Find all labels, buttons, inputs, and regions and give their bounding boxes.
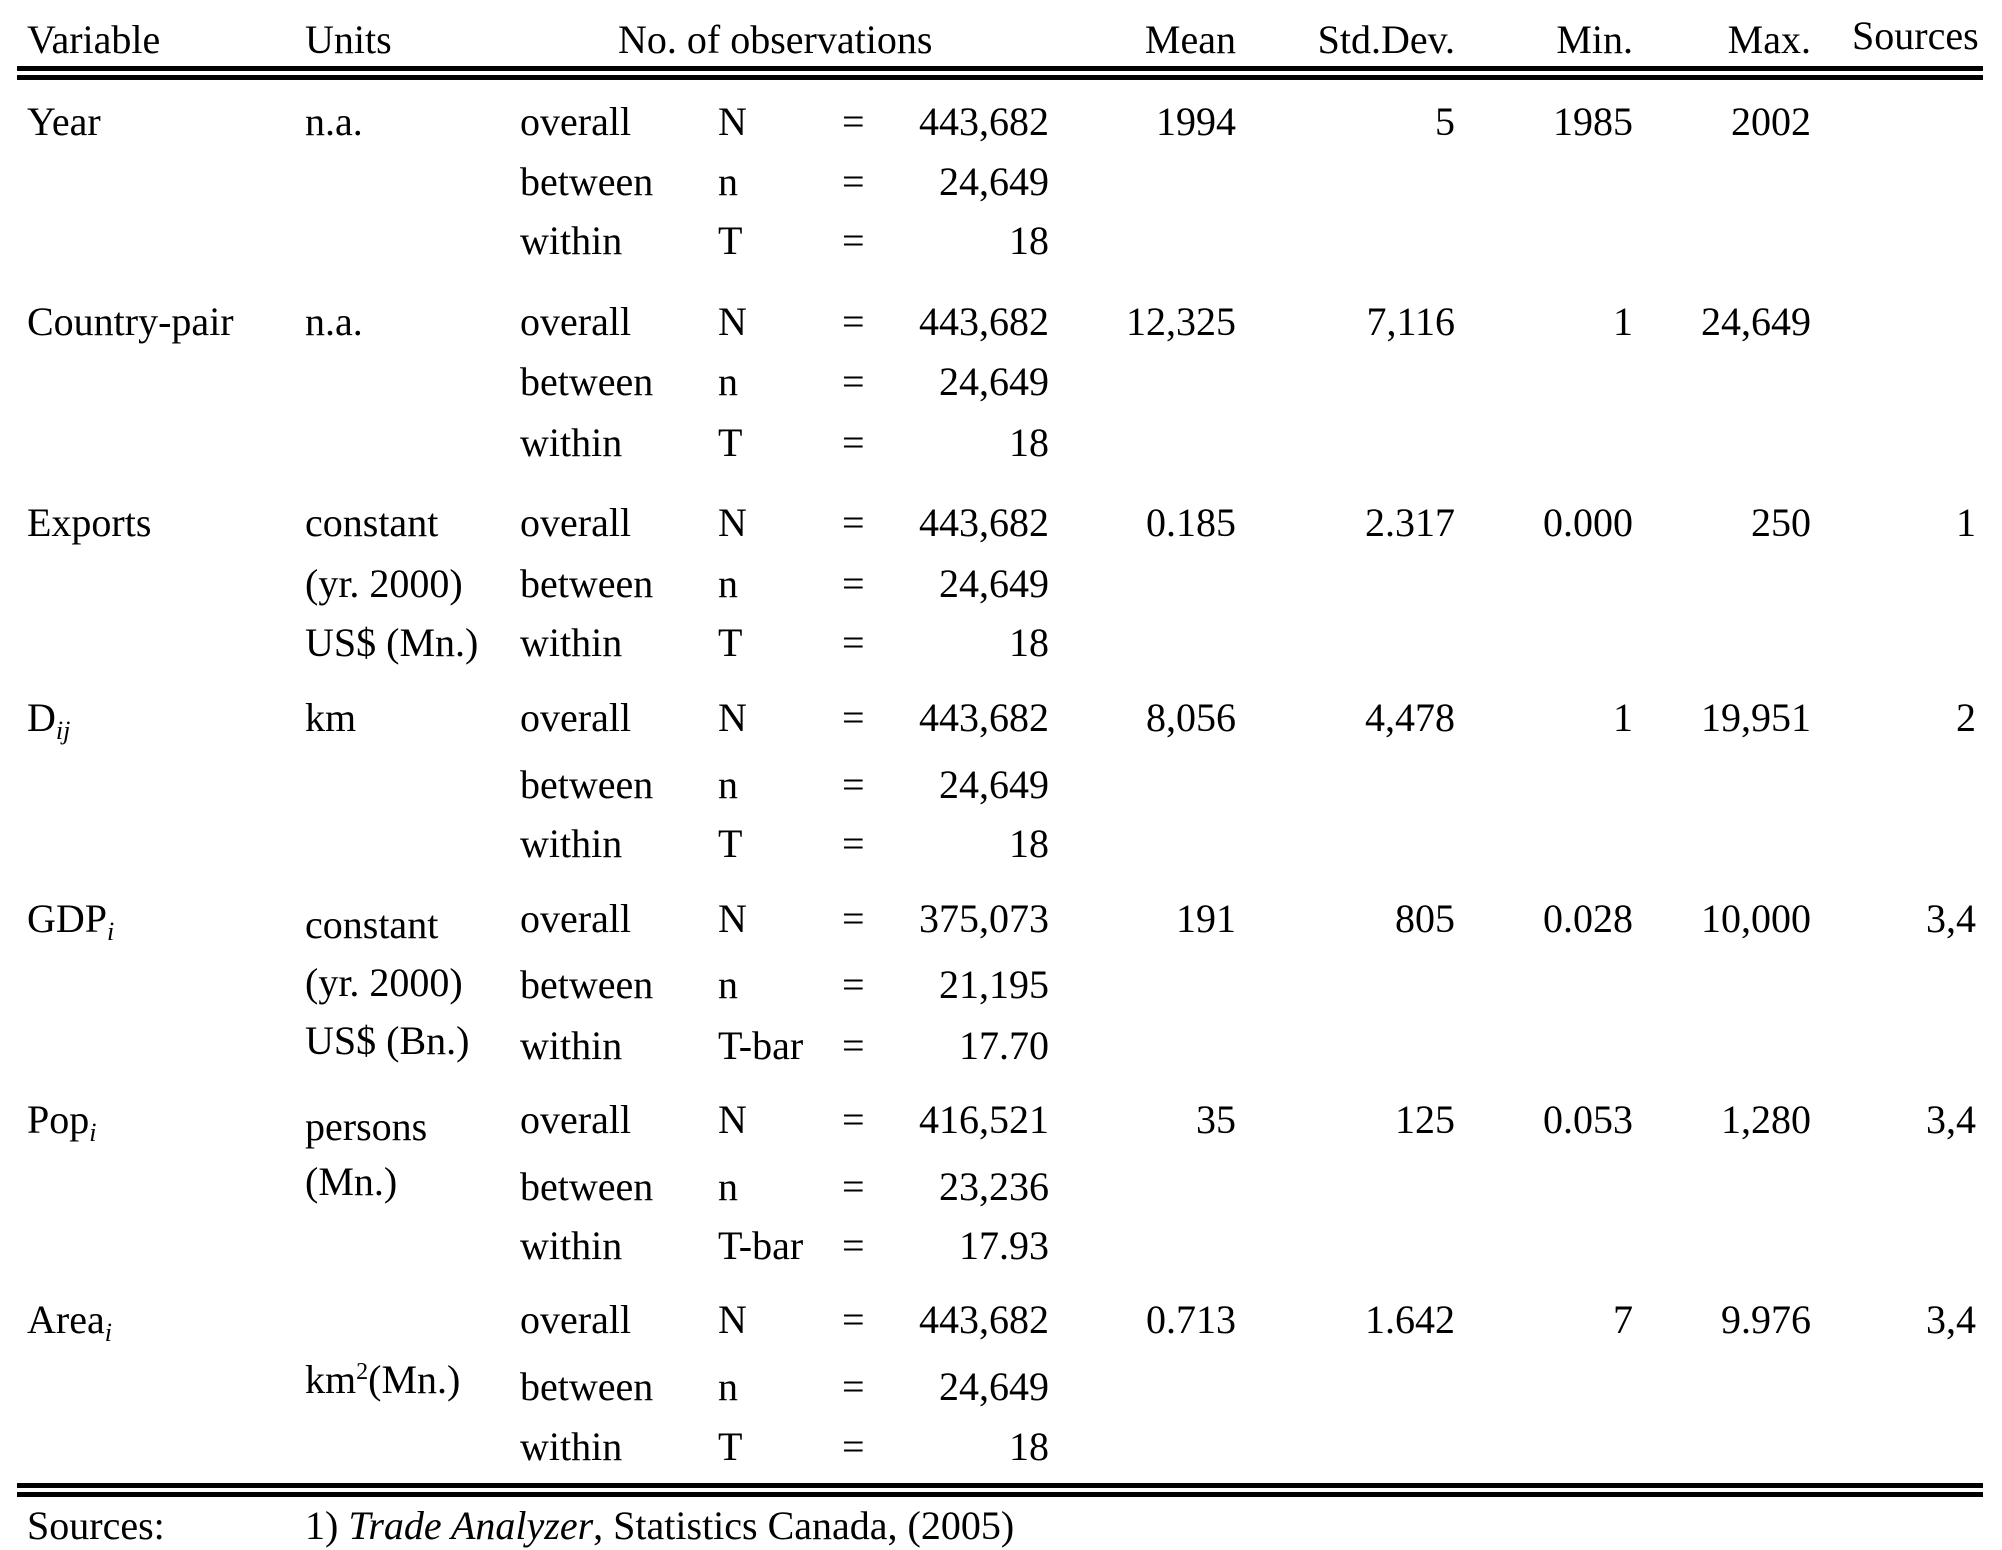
obs-equals: =	[842, 99, 865, 144]
obs-symbol: T	[718, 1424, 743, 1469]
obs-count: 443,682	[919, 695, 1049, 740]
obs-type: between	[520, 1164, 654, 1209]
units-line: constant	[305, 902, 439, 947]
obs-symbol: n	[718, 762, 738, 807]
header-variable: Variable	[27, 17, 161, 62]
obs-symbol: N	[718, 500, 747, 545]
obs-count: 24,649	[939, 762, 1049, 807]
footer-rule-bottom	[17, 1492, 1983, 1497]
stat-mean: 0.185	[1146, 500, 1236, 545]
stat-sources: 1	[1956, 500, 1976, 545]
obs-equals: =	[842, 1424, 865, 1469]
obs-count: 375,073	[919, 896, 1049, 941]
obs-type: overall	[520, 99, 632, 144]
stat-min: 1	[1613, 695, 1633, 740]
obs-equals: =	[842, 896, 865, 941]
header-observations: No. of observations	[618, 17, 933, 62]
obs-equals: =	[842, 1364, 865, 1409]
units-line: n.a.	[305, 99, 363, 144]
stat-max: 250	[1751, 500, 1811, 545]
obs-equals: =	[842, 695, 865, 740]
obs-equals: =	[842, 1297, 865, 1342]
obs-count: 24,649	[939, 1364, 1049, 1409]
obs-symbol: n	[718, 1164, 738, 1209]
footer-source-note	[305, 1502, 1014, 1550]
obs-count: 443,682	[919, 500, 1049, 545]
obs-equals: =	[842, 561, 865, 606]
variable-label: Pop	[27, 1097, 90, 1142]
obs-symbol: N	[718, 1097, 747, 1142]
obs-symbol: N	[718, 1297, 747, 1342]
header-std-dev: Std.Dev.	[1317, 17, 1455, 62]
variable-label: Year	[27, 99, 101, 144]
variable-label: Exports	[27, 500, 152, 545]
variable-name	[27, 895, 115, 946]
obs-equals: =	[842, 962, 865, 1007]
variable-name	[27, 499, 151, 547]
variable-subscript: ij	[55, 716, 71, 745]
units-line: persons	[305, 1104, 428, 1149]
obs-count: 17.93	[959, 1223, 1049, 1268]
units-line: km	[305, 695, 357, 740]
variable-label: Area	[27, 1297, 105, 1342]
obs-type: within	[520, 1023, 623, 1068]
variable-label: GDP	[27, 896, 108, 941]
variable-name	[27, 1296, 112, 1347]
header-min: Min.	[1556, 17, 1633, 62]
stat-min: 1	[1613, 299, 1633, 344]
obs-count: 21,195	[939, 962, 1049, 1007]
obs-equals: =	[842, 359, 865, 404]
obs-count: 18	[1009, 218, 1049, 263]
stat-max: 1,280	[1721, 1097, 1811, 1142]
variable-name	[27, 694, 71, 745]
obs-count: 23,236	[939, 1164, 1049, 1209]
obs-type: between	[520, 1364, 654, 1409]
obs-count: 24,649	[939, 359, 1049, 404]
units-suffix: (Mn.)	[368, 1357, 461, 1402]
stat-max: 9.976	[1721, 1297, 1811, 1342]
variable-name	[27, 298, 234, 346]
stat-std-dev: 7,116	[1366, 299, 1455, 344]
units-line: (yr. 2000)	[305, 960, 463, 1005]
obs-equals: =	[842, 159, 865, 204]
obs-equals: =	[842, 299, 865, 344]
obs-count: 18	[1009, 420, 1049, 465]
variable-subscript: i	[89, 1118, 97, 1147]
stat-min: 0.028	[1543, 896, 1633, 941]
stat-min: 7	[1613, 1297, 1633, 1342]
stat-min: 1985	[1553, 99, 1633, 144]
stat-min: 0.053	[1543, 1097, 1633, 1142]
stat-std-dev: 5	[1435, 99, 1455, 144]
stat-mean: 12,325	[1126, 299, 1236, 344]
stat-max: 24,649	[1701, 299, 1811, 344]
obs-symbol: N	[718, 896, 747, 941]
obs-type: within	[520, 1424, 623, 1469]
stat-std-dev: 4,478	[1365, 695, 1455, 740]
obs-type: within	[520, 821, 623, 866]
obs-equals: =	[842, 1023, 865, 1068]
obs-count: 443,682	[919, 299, 1049, 344]
stat-sources: 2	[1956, 695, 1976, 740]
obs-count: 18	[1009, 821, 1049, 866]
stat-std-dev: 125	[1395, 1097, 1455, 1142]
obs-count: 24,649	[939, 561, 1049, 606]
obs-type: within	[520, 620, 623, 665]
obs-type: between	[520, 762, 654, 807]
stat-min: 0.000	[1543, 500, 1633, 545]
header-units: Units	[305, 17, 392, 62]
stat-max: 10,000	[1701, 896, 1811, 941]
units-superscript: 2	[356, 1359, 369, 1385]
stat-mean: 191	[1176, 896, 1236, 941]
obs-symbol: T	[718, 620, 743, 665]
obs-count: 24,649	[939, 159, 1049, 204]
obs-type: overall	[520, 1297, 632, 1342]
variable-label: Country-pair	[27, 299, 234, 344]
variable-name	[27, 1096, 97, 1147]
obs-count: 17.70	[959, 1023, 1049, 1068]
obs-type: within	[520, 1223, 623, 1268]
units-line: (yr. 2000)	[305, 561, 463, 606]
header-max: Max.	[1727, 17, 1811, 62]
obs-equals: =	[842, 420, 865, 465]
obs-type: within	[520, 218, 623, 263]
footer-note-rest: , Statistics Canada, (2005)	[593, 1503, 1015, 1548]
units-line: constant	[305, 500, 439, 545]
obs-type: overall	[520, 299, 632, 344]
obs-count: 443,682	[919, 99, 1049, 144]
obs-type: overall	[520, 896, 632, 941]
obs-symbol: N	[718, 299, 747, 344]
variable-label: D	[27, 695, 56, 740]
obs-symbol: n	[718, 561, 738, 606]
variable-subscript: i	[104, 1318, 112, 1347]
obs-type: overall	[520, 500, 632, 545]
units-line: US$ (Bn.)	[305, 1018, 470, 1063]
obs-count: 443,682	[919, 1297, 1049, 1342]
stat-sources: 3,4	[1926, 1297, 1976, 1342]
obs-equals: =	[842, 218, 865, 263]
stat-mean: 8,056	[1146, 695, 1236, 740]
units-base: km	[305, 1357, 357, 1402]
obs-equals: =	[842, 1164, 865, 1209]
stat-std-dev: 2.317	[1365, 500, 1455, 545]
obs-symbol: T	[718, 821, 743, 866]
obs-symbol: N	[718, 695, 747, 740]
variable-subscript: i	[107, 917, 115, 946]
header-sources: Sources	[1852, 13, 1979, 58]
obs-equals: =	[842, 821, 865, 866]
header-mean: Mean	[1144, 17, 1236, 62]
obs-count: 416,521	[919, 1097, 1049, 1142]
stat-mean: 0.713	[1146, 1297, 1236, 1342]
footer-note-italic: Trade Analyzer	[348, 1503, 594, 1548]
stat-mean: 35	[1196, 1097, 1236, 1142]
obs-symbol: T-bar	[718, 1223, 804, 1268]
stat-sources: 3,4	[1926, 896, 1976, 941]
obs-symbol: n	[718, 1364, 738, 1409]
variable-name	[27, 98, 101, 146]
obs-symbol: n	[718, 962, 738, 1007]
obs-equals: =	[842, 500, 865, 545]
obs-equals: =	[842, 762, 865, 807]
obs-equals: =	[842, 620, 865, 665]
header-rule-top	[17, 66, 1983, 71]
footer-note-prefix: 1)	[305, 1503, 349, 1548]
units-label	[305, 1356, 460, 1404]
stat-max: 19,951	[1701, 695, 1811, 740]
obs-equals: =	[842, 1097, 865, 1142]
obs-symbol: n	[718, 359, 738, 404]
obs-type: within	[520, 420, 623, 465]
stat-mean: 1994	[1156, 99, 1236, 144]
obs-type: overall	[520, 695, 632, 740]
obs-type: between	[520, 962, 654, 1007]
obs-count: 18	[1009, 1424, 1049, 1469]
obs-type: between	[520, 359, 654, 404]
stat-max: 2002	[1731, 99, 1811, 144]
stat-sources: 3,4	[1926, 1097, 1976, 1142]
footer-sources-label: Sources:	[27, 1503, 165, 1548]
obs-symbol: n	[718, 159, 738, 204]
obs-type: between	[520, 159, 654, 204]
stat-std-dev: 805	[1395, 896, 1455, 941]
obs-symbol: N	[718, 99, 747, 144]
units-line: (Mn.)	[305, 1159, 398, 1204]
footer-rule-top	[17, 1483, 1983, 1488]
stat-std-dev: 1.642	[1365, 1297, 1455, 1342]
obs-type: between	[520, 561, 654, 606]
obs-symbol: T	[718, 218, 743, 263]
obs-symbol: T-bar	[718, 1023, 804, 1068]
obs-symbol: T	[718, 420, 743, 465]
obs-count: 18	[1009, 620, 1049, 665]
obs-type: overall	[520, 1097, 632, 1142]
obs-equals: =	[842, 1223, 865, 1268]
header-rule-bottom	[17, 75, 1983, 80]
units-line: US$ (Mn.)	[305, 620, 479, 665]
units-line: n.a.	[305, 299, 363, 344]
